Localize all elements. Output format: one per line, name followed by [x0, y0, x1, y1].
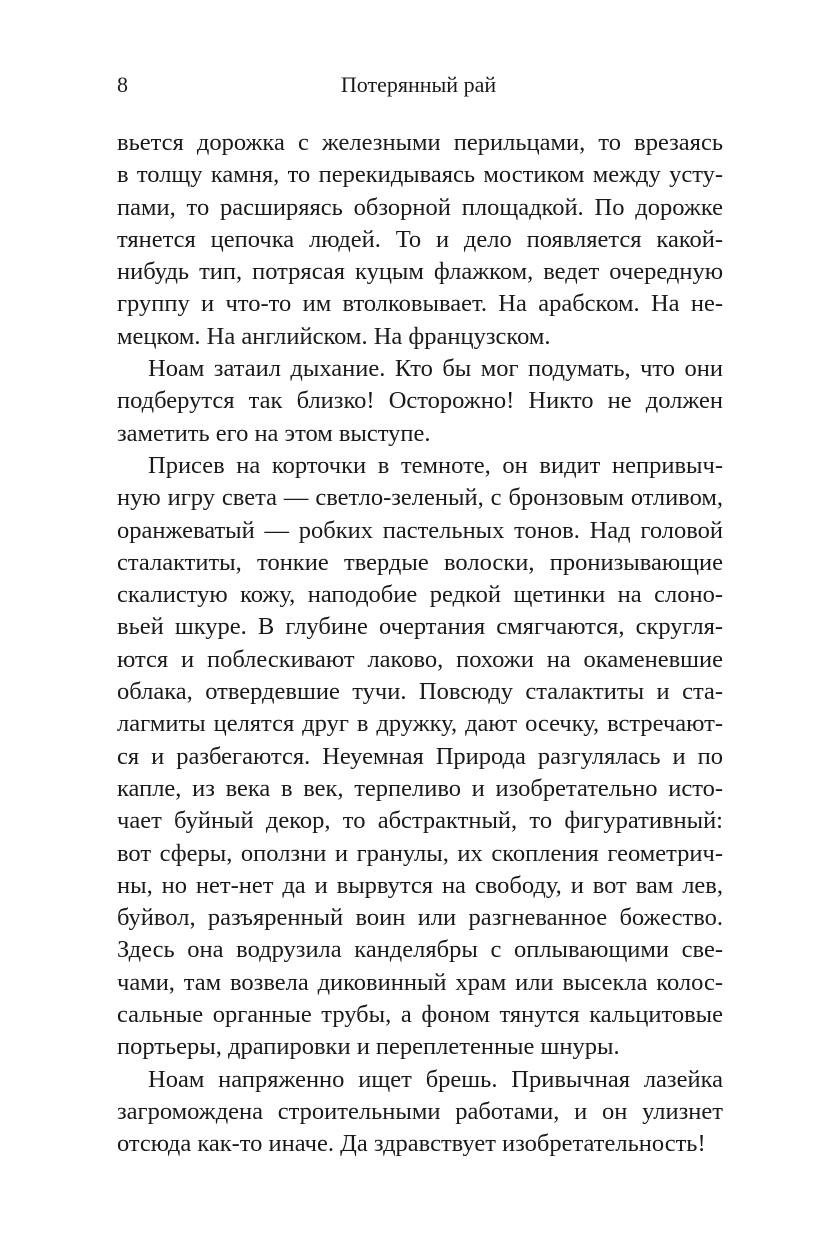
text-line: Здесь она водрузила канделябры с оплывающими све- [117, 936, 723, 964]
text-line: лагмиты целятся друг в дружку, дают осечку, встречают- [117, 710, 723, 738]
text-line: чами, там возвела диковинный храм или высекла колос- [117, 968, 723, 996]
text-line: Присев на корточки в темноте, он видит непривыч- [148, 451, 723, 479]
text-line: портьеры, драпировки и переплетенные шнуры. [117, 1033, 620, 1061]
text-line: тянется цепочка людей. То и дело появляется какой- [117, 225, 723, 253]
text-line: сталактиты, тонкие твердые волоски, пронизывающие [117, 548, 723, 576]
text-line: Ноам напряженно ищет брешь. Привычная лазейка [148, 1065, 723, 1093]
text-line: чает буйный декор, то абстрактный, то фигуративный: [117, 807, 723, 835]
text-line: заметить его на этом выступе. [117, 419, 431, 447]
text-line: облака, отвердевшие тучи. Повсюду сталактиты и ста- [117, 678, 723, 706]
text-line: подберутся так близко! Осторожно! Никто не должен [117, 387, 723, 415]
text-line: ную игру света — светло-зеленый, с бронзовым отливом, [117, 484, 723, 512]
text-line: отсюда как-то иначе. Да здравствует изобретательность! [117, 1130, 706, 1158]
text-line: капле, из века в век, терпеливо и изобретательно исто- [117, 774, 723, 802]
text-line: загромождена строительными работами, и он улизнет [117, 1097, 723, 1125]
text-line: вьется дорожка с железными перильцами, то врезаясь [117, 129, 723, 156]
text-line: группу и что-то им втолковывает. На арабском. На не- [117, 290, 723, 318]
text-line: ся и разбегаются. Неуемная Природа разгулялась и по [117, 742, 723, 770]
text-line: нибудь тип, потрясая куцым флажком, ведет очередную [117, 258, 723, 286]
text-line: скалистую кожу, наподобие редкой щетинки на слоно- [117, 581, 723, 609]
text-line: в толщу камня, то перекидываясь мостиком между усту- [117, 161, 723, 189]
text-line: сальные органные трубы, а фоном тянутся кальцитовые [117, 1001, 723, 1029]
text-line: ются и поблескивают лаково, похожи на окаменевшие [117, 645, 723, 673]
text-line: буйвол, разъяренный воин или разгневанное божество. [117, 904, 723, 932]
text-line: вьей шкуре. В глубине очертания смягчаются, скругля- [117, 613, 723, 641]
text-line: пами, то расширяясь обзорной площадкой. По дорожке [117, 193, 723, 221]
text-line: мецком. На английском. На французском. [117, 322, 551, 350]
text-line: вот сферы, оползни и гранулы, их скопления геометрич- [117, 839, 723, 867]
running-title: Потерянный рай [340, 72, 497, 97]
text-line: оранжеватый — робких пастельных тонов. Над головой [117, 516, 723, 544]
page-number: 8 [117, 72, 128, 97]
text-line: Ноам затаил дыхание. Кто бы мог подумать, что они [148, 355, 723, 383]
text-line: ны, но нет-нет да и вырвутся на свободу, и вот вам лев, [117, 871, 723, 899]
body-text [117, 127, 723, 1161]
